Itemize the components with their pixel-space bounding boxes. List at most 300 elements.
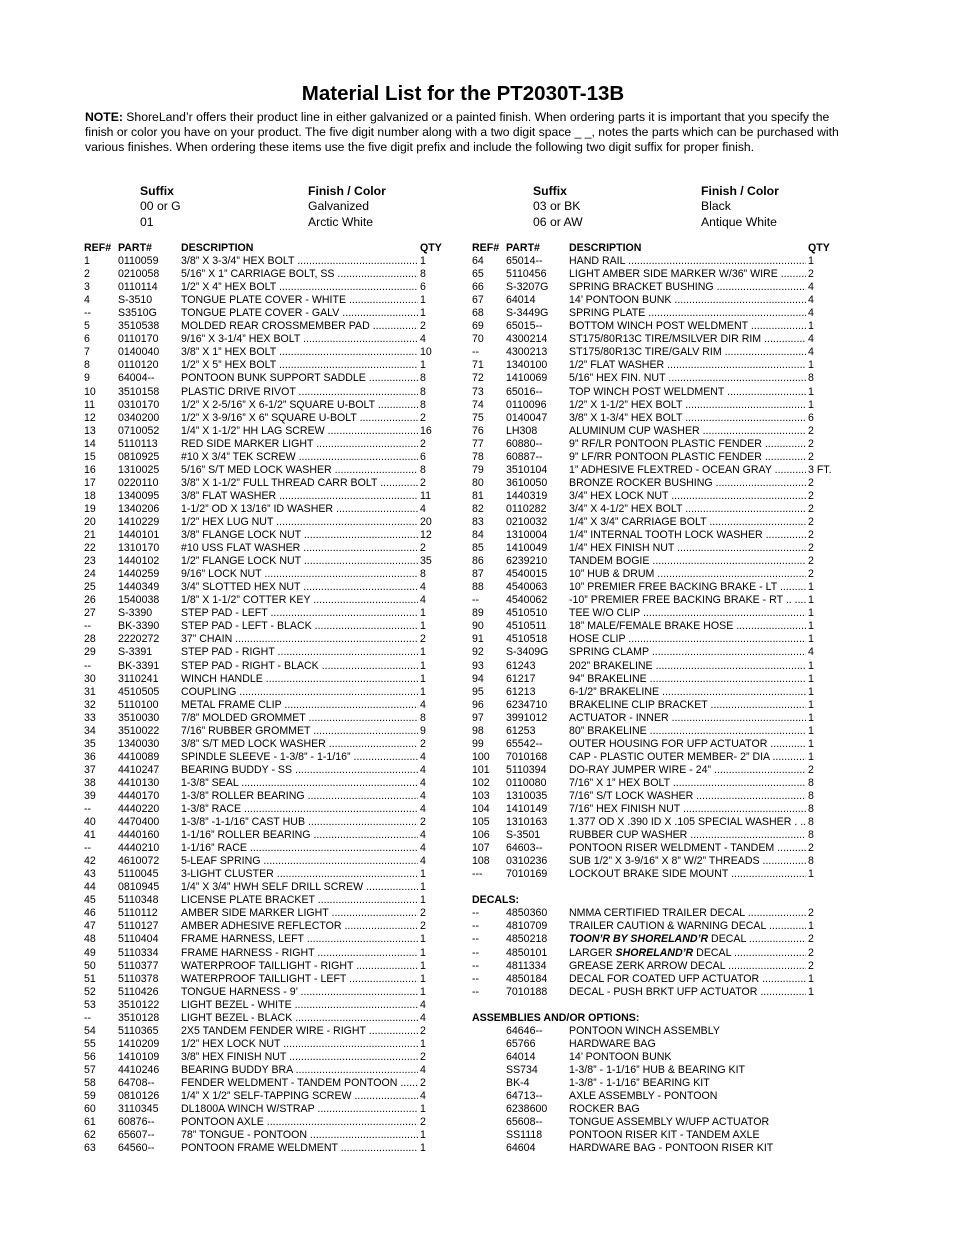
description-cell (181, 307, 418, 320)
table-row (84, 1129, 444, 1142)
description-cell: 1-3/8” - 1-1/16” BEARING KIT (569, 1077, 710, 1089)
ref-cell: 94 (472, 672, 484, 685)
finish-table-left (308, 184, 386, 230)
ref-cell: 53 (84, 998, 96, 1011)
description-text: 1-3/8” ROLLER BEARING ..... (181, 790, 418, 802)
ref-cell: 64 (472, 255, 484, 268)
description-text: 3/8” X 3-3/4” HEX BOLT ..... (181, 255, 418, 267)
qty-cell: 4 (420, 750, 426, 763)
description-cell (181, 764, 418, 777)
part-cell: 4410130 (118, 776, 160, 789)
part-header: PART# (506, 242, 540, 254)
part-cell: 5110100 (118, 698, 159, 711)
table-row (472, 699, 842, 712)
table-row (84, 660, 444, 673)
qty-cell: 1 (420, 255, 426, 268)
description-cell (181, 1051, 418, 1064)
ref-cell: -- (472, 959, 480, 972)
description-text: 9/16” X 3-1/4” HEX BOLT ..... (181, 333, 418, 345)
ref-cell: 42 (84, 855, 96, 868)
description-text: 9” RF/LR PONTOON PLASTIC FENDER ..... (569, 438, 806, 450)
parts-list-header (84, 242, 444, 255)
table-row (472, 960, 842, 973)
ref-header: REF# (472, 242, 500, 254)
description-cell (181, 673, 418, 686)
finish-value: Antique White (701, 214, 777, 229)
table-row (84, 281, 444, 294)
suffix-header: Suffix (533, 184, 567, 198)
ref-cell: -- (472, 920, 480, 933)
part-cell: SS1118 (506, 1129, 543, 1142)
part-cell: 4410246 (118, 1063, 160, 1076)
description-text: 10” HUB & DRUM ..... (569, 568, 806, 580)
description-cell (181, 738, 418, 751)
ref-cell: 32 (84, 698, 96, 711)
description-cell (569, 503, 806, 516)
description-cell (181, 960, 418, 973)
description-text: MOLDED REAR CROSSMEMBER PAD ..... (181, 320, 418, 332)
description-cell: AXLE ASSEMBLY - PONTOON (569, 1090, 718, 1103)
description-cell (569, 686, 806, 699)
table-row (472, 555, 842, 568)
description-text: METAL FRAME CLIP ..... (181, 699, 418, 711)
description-text: COUPLING ..... (181, 686, 418, 698)
part-cell: 1310004 (506, 529, 548, 542)
part-cell: 1340100 (506, 359, 548, 372)
description-cell (181, 842, 418, 855)
part-cell: 5110377 (118, 959, 159, 972)
description-text: TONGUE HARNESS - 9’ ..... (181, 986, 418, 998)
ref-cell: 83 (472, 515, 484, 528)
part-cell: 1440101 (118, 529, 160, 542)
description-text: 1-3/8” SEAL ..... (181, 777, 418, 789)
qty-cell: 8 (808, 789, 814, 802)
ref-cell: 27 (84, 607, 96, 620)
table-row (472, 620, 842, 633)
description-cell (181, 294, 418, 307)
description-cell (181, 1090, 418, 1103)
description-text: LARGER SHORELAND’R DECAL ..... (569, 947, 806, 959)
part-cell: 0810945 (118, 881, 160, 894)
description-text: 1/8” X 1-1/2” COTTER KEY ..... (181, 594, 418, 606)
ref-cell: -- (84, 620, 92, 633)
qty-cell: 4 (420, 1090, 426, 1103)
description-cell (181, 816, 418, 829)
description-text: SUB 1/2” X 3-9/16” X 8” W/2” THREADS ..... (569, 855, 806, 867)
part-cell: S-3409G (506, 646, 549, 659)
description-text: 78” TONGUE - PONTOON ..... (181, 1129, 418, 1141)
ref-cell: 58 (84, 1077, 96, 1089)
description-text: RED SIDE MARKER LIGHT ..... (181, 438, 418, 450)
description-text: 94” BRAKELINE ..... (569, 673, 806, 685)
part-cell: 7010168 (506, 750, 548, 763)
ref-cell: 49 (84, 946, 96, 959)
part-cell: 4850101 (506, 946, 548, 959)
qty-cell: 4 (808, 346, 814, 359)
part-cell: 1340030 (118, 737, 160, 750)
description-cell (181, 920, 418, 933)
part-cell: 4850184 (506, 972, 548, 985)
table-row (84, 607, 444, 620)
description-text: SPRING CLAMP ..... (569, 646, 806, 658)
description-cell (181, 451, 418, 464)
part-cell: 4540062 (506, 594, 548, 607)
qty-cell: 2 (420, 1116, 426, 1129)
qty-cell: 2 (808, 450, 814, 463)
table-row (472, 372, 842, 385)
description-cell (181, 320, 418, 333)
table-row (472, 568, 842, 581)
table-row (84, 581, 444, 594)
description-cell (569, 281, 806, 294)
description-cell (181, 399, 418, 412)
table-row (84, 881, 444, 894)
ref-cell: 30 (84, 672, 96, 685)
description-text: BEARING BUDDY BRA ..... (181, 1064, 418, 1076)
table-row (84, 399, 444, 412)
table-row (472, 986, 842, 999)
ref-cell: 16 (84, 463, 96, 476)
ref-cell: -- (472, 985, 480, 998)
description-text: 7/16” HEX FINISH NUT ..... (569, 803, 806, 815)
description-cell (569, 660, 806, 673)
description-text: 18” MALE/FEMALE BRAKE HOSE ..... (569, 620, 806, 632)
table-row (84, 359, 444, 372)
part-cell: 4300213 (506, 346, 548, 359)
qty-cell: 8 (808, 829, 814, 842)
description-cell (569, 581, 806, 594)
description-text: LIGHT BEZEL - BLACK ..... (181, 1012, 418, 1024)
description-text: LICENSE PLATE BRACKET ..... (181, 894, 418, 906)
table-row (472, 386, 842, 399)
ref-cell: 89 (472, 607, 484, 620)
part-cell: 0110282 (506, 502, 547, 515)
table-row (472, 712, 842, 725)
table-row (472, 346, 842, 359)
description-cell (569, 777, 806, 790)
qty-cell: 2 (420, 320, 426, 333)
suffix-value: 06 or AW (533, 214, 583, 229)
qty-cell: 4 (420, 581, 426, 594)
qty-cell: 4 (420, 855, 426, 868)
part-header: PART# (118, 242, 152, 254)
description-cell (569, 868, 806, 881)
qty-cell: 8 (420, 711, 426, 724)
part-cell: 3510030 (118, 711, 160, 724)
description-cell (181, 464, 418, 477)
description-text: -10” PREMIER FREE BACKING BRAKE - RT .. ..... (569, 594, 806, 606)
description-cell (569, 842, 806, 855)
table-row (84, 294, 444, 307)
description-header: DESCRIPTION (569, 242, 642, 254)
description-text: 3-LIGHT CLUSTER ..... (181, 868, 418, 880)
qty-cell: 1 (420, 659, 426, 672)
part-cell: 60880-- (506, 437, 543, 450)
part-cell: 0310170 (118, 398, 160, 411)
qty-cell: 1 (808, 320, 814, 333)
part-cell: 64004-- (118, 372, 155, 385)
ref-cell: 21 (84, 529, 96, 542)
part-cell: 5110112 (118, 907, 158, 920)
ref-cell: 50 (84, 959, 96, 972)
qty-cell: 1 (808, 359, 814, 372)
ref-cell: 25 (84, 581, 96, 594)
description-cell (181, 881, 418, 894)
description-text: DECAL - PUSH BRKT UFP ACTUATOR ..... (569, 986, 806, 998)
table-row (84, 386, 444, 399)
qty-cell: 2 (420, 411, 426, 424)
table-row (84, 1038, 444, 1051)
description-text: 7/8” MOLDED GROMMET ..... (181, 712, 418, 724)
table-row (84, 490, 444, 503)
ref-cell: 91 (472, 633, 484, 646)
description-text: AMBER ADHESIVE REFLECTOR ..... (181, 920, 418, 932)
description-cell (569, 738, 806, 751)
part-cell: 65766 (506, 1037, 536, 1050)
description-cell (181, 516, 418, 529)
table-row (472, 1090, 842, 1103)
finish-value: Black (701, 199, 731, 214)
qty-cell: 4 (808, 646, 814, 659)
qty-cell: 2 (808, 502, 814, 515)
description-text: 3/4” HEX LOCK NUT ..... (569, 490, 806, 502)
description-text: STEP PAD - LEFT - BLACK ..... (181, 620, 418, 632)
parts-list-right (472, 242, 842, 1155)
description-text: LIGHT BEZEL - WHITE ..... (181, 999, 418, 1011)
table-row (472, 255, 842, 268)
parts-list-left (84, 242, 444, 1155)
description-cell: ROCKER BAG (569, 1103, 640, 1116)
qty-cell: 2 (420, 476, 426, 489)
ref-cell: 77 (472, 437, 484, 450)
part-cell: 65015-- (506, 320, 543, 333)
qty-cell: 1 (808, 620, 814, 633)
ref-cell: 40 (84, 816, 96, 829)
description-text: 1.377 OD X .390 ID X .105 SPECIAL WASHER . ..... (569, 816, 806, 828)
ref-cell: 88 (472, 581, 484, 594)
description-cell (569, 464, 806, 477)
description-text: 37” CHAIN ..... (181, 633, 418, 645)
description-cell (569, 451, 806, 464)
description-text: WATERPROOF TAILLIGHT - LEFT ..... (181, 973, 418, 985)
ref-cell: 5 (84, 320, 90, 333)
description-text: TEE W/O CLIP ..... (569, 607, 806, 619)
description-cell (181, 803, 418, 816)
table-row (472, 1129, 842, 1142)
description-cell (181, 477, 418, 490)
part-cell: BK-3390 (118, 620, 160, 633)
qty-cell: 8 (808, 372, 814, 385)
part-cell: 0710052 (118, 424, 160, 437)
qty-cell: 1 (420, 607, 426, 620)
description-cell (569, 594, 806, 607)
table-row (472, 947, 842, 960)
part-cell: 0310236 (506, 855, 548, 868)
description-cell (181, 907, 418, 920)
description-cell (569, 829, 806, 842)
table-row (84, 920, 444, 933)
qty-cell: 2 (808, 946, 814, 959)
description-text: 1-1/16” ROLLER BEARING ..... (181, 829, 418, 841)
description-text: STEP PAD - RIGHT - BLACK ..... (181, 660, 418, 672)
qty-cell: 2 (420, 816, 426, 829)
part-cell: 0110080 (506, 776, 547, 789)
ref-cell: 26 (84, 594, 96, 607)
table-row (472, 529, 842, 542)
description-text: PLASTIC DRIVE RIVOT ..... (181, 386, 418, 398)
description-text: 202” BRAKELINE ..... (569, 660, 806, 672)
ref-cell: 6 (84, 333, 90, 346)
description-cell (569, 372, 806, 385)
qty-cell: 1 (808, 672, 814, 685)
ref-cell: 3 (84, 281, 90, 294)
qty-cell: 1 (808, 594, 814, 607)
qty-cell: 1 (808, 607, 814, 620)
qty-cell: 1 (420, 359, 426, 372)
description-emphasis: TOON’R BY SHORELAND’R (569, 933, 709, 946)
description-emphasis: SHORELAND’R (615, 946, 694, 959)
table-row (472, 1116, 842, 1129)
qty-cell: 1 (808, 398, 814, 411)
qty-cell: 8 (808, 855, 814, 868)
table-row (472, 633, 842, 646)
part-cell: 65016-- (506, 385, 543, 398)
table-row (84, 255, 444, 268)
description-text: HAND RAIL ..... (569, 255, 806, 267)
qty-cell: 2 (808, 437, 814, 450)
ref-cell: 95 (472, 685, 484, 698)
parts-list-header (472, 242, 842, 255)
description-text: 6-1/2” BRAKELINE ..... (569, 686, 806, 698)
ref-cell: 31 (84, 685, 96, 698)
description-cell (569, 764, 806, 777)
description-cell (181, 594, 418, 607)
description-text: 7/16” RUBBER GROMMET ..... (181, 725, 418, 737)
table-row (84, 372, 444, 385)
qty-cell: 2 (808, 489, 814, 502)
description-cell (181, 359, 418, 372)
part-cell: 4510511 (506, 620, 547, 633)
table-row (472, 1103, 842, 1116)
description-text: DECAL FOR COATED UFP ACTUATOR ..... (569, 973, 806, 985)
description-text: OUTER HOUSING FOR UFP ACTUATOR ..... (569, 738, 806, 750)
qty-cell: 8 (420, 568, 426, 581)
finish-header: Finish / Color (308, 184, 386, 198)
table-row (84, 751, 444, 764)
qty-cell: 9 (420, 724, 426, 737)
description-cell: 1-3/8” - 1-1/16” HUB & BEARING KIT (569, 1063, 746, 1076)
description-text: TANDEM BOGIE ..... (569, 555, 806, 567)
qty-cell: 12 (420, 529, 432, 542)
table-row (472, 581, 842, 594)
ref-cell: 71 (472, 359, 484, 372)
ref-cell: 8 (84, 359, 90, 372)
qty-cell: 2 (808, 933, 814, 946)
part-cell: 1410229 (118, 515, 160, 528)
part-cell: 4810709 (506, 920, 548, 933)
qty-cell: 1 (420, 620, 426, 633)
description-text: 3/8” FLANGE LOCK NUT ..... (181, 529, 418, 541)
qty-cell: 2 (808, 529, 814, 542)
qty-cell: 1 (808, 698, 814, 711)
table-row (472, 790, 842, 803)
table-row (84, 516, 444, 529)
description-cell (181, 1064, 418, 1077)
description-cell (569, 973, 806, 986)
part-cell: 1410149 (506, 803, 548, 816)
table-row (472, 503, 842, 516)
finish-table-right (701, 184, 779, 230)
description-cell (181, 555, 418, 568)
table-row (84, 412, 444, 425)
table-row (472, 359, 842, 372)
qty-cell: 1 (808, 255, 814, 268)
description-cell (181, 581, 418, 594)
qty-cell: 2 (420, 633, 426, 646)
description-text: 1-1/16” RACE ..... (181, 842, 418, 854)
assemblies-section-title: ASSEMBLIES AND/OR OPTIONS: (472, 1011, 640, 1024)
description-text: TRAILER CAUTION & WARNING DECAL ..... (569, 920, 806, 932)
qty-cell: 1 (808, 972, 814, 985)
description-cell (569, 359, 806, 372)
description-text: HOSE CLIP ..... (569, 633, 806, 645)
part-cell: 4440210 (118, 842, 160, 855)
qty-header: QTY (808, 242, 830, 254)
description-text: STEP PAD - RIGHT ..... (181, 646, 418, 658)
description-cell (181, 425, 418, 438)
table-row (472, 1051, 842, 1064)
table-row (84, 725, 444, 738)
description-text: 1-1/2” OD X 13/16” ID WASHER ..... (181, 503, 418, 515)
qty-cell: 1 (808, 711, 814, 724)
description-cell (181, 712, 418, 725)
description-cell (181, 372, 418, 385)
part-cell: 1310035 (506, 789, 548, 802)
qty-cell: 11 (420, 489, 431, 502)
part-cell: 3110241 (118, 672, 159, 685)
ref-cell: 87 (472, 568, 484, 581)
description-text: SPINDLE SLEEVE - 1-3/8” - 1-1/16” ..... (181, 751, 418, 763)
description-text: BEARING BUDDY - SS ..... (181, 764, 418, 776)
ref-cell: 17 (84, 476, 96, 489)
ref-cell: 24 (84, 568, 96, 581)
description-text: FRAME HARNESS, LEFT ..... (181, 933, 418, 945)
qty-cell: 6 (808, 411, 814, 424)
ref-cell: 10 (84, 385, 96, 398)
part-cell: S-3501 (506, 829, 541, 842)
part-cell: 5110426 (118, 985, 159, 998)
table-row (84, 960, 444, 973)
table-row (84, 1142, 444, 1155)
qty-cell: 1 (808, 724, 814, 737)
description-cell: PONTOON WINCH ASSEMBLY (569, 1024, 720, 1037)
ref-cell: 93 (472, 659, 484, 672)
qty-cell: 1 (808, 750, 814, 763)
ref-cell: 1 (84, 255, 90, 268)
ref-cell: -- (84, 659, 92, 672)
table-row (84, 333, 444, 346)
table-row (84, 529, 444, 542)
table-row (84, 307, 444, 320)
qty-cell: 1 (808, 985, 814, 998)
table-row (472, 294, 842, 307)
qty-cell: 4 (420, 333, 426, 346)
part-cell: 1310163 (506, 816, 548, 829)
qty-cell: 1 (420, 868, 426, 881)
part-cell: 0110120 (118, 359, 159, 372)
part-cell: 0140047 (506, 411, 548, 424)
note-paragraph (85, 110, 845, 156)
